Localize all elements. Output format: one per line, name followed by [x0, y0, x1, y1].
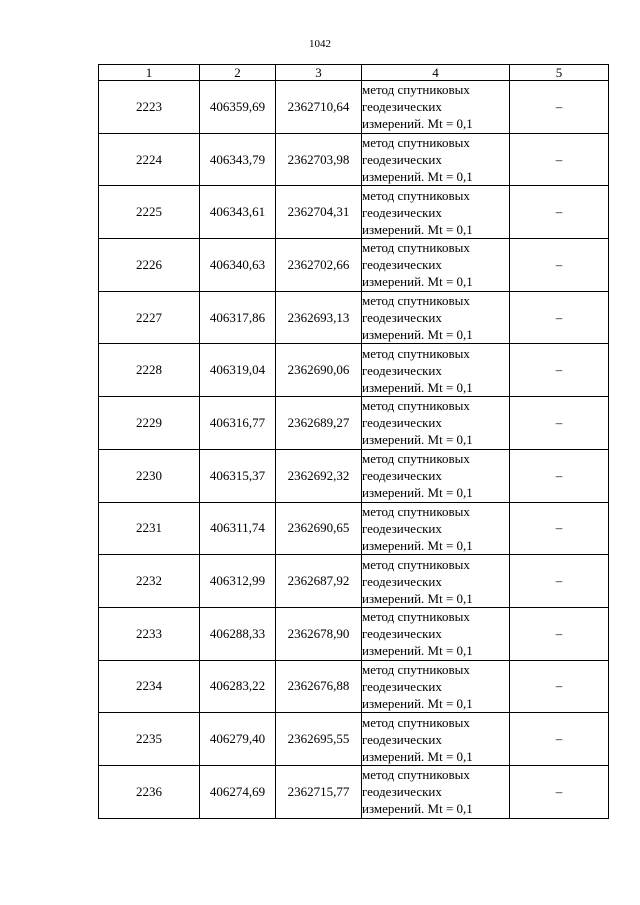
point-number-cell: 2232 — [99, 555, 200, 608]
method-text-line: метод спутниковых — [362, 609, 470, 625]
x-coordinate-cell: 406343,79 — [200, 133, 276, 186]
x-coordinate-cell: 406317,86 — [200, 291, 276, 344]
y-coordinate-cell: 2362676,88 — [276, 660, 362, 713]
method-text-line: геодезических — [362, 678, 442, 694]
x-coordinate-cell: 406340,63 — [200, 239, 276, 292]
y-coordinate-cell: 2362678,90 — [276, 607, 362, 660]
method-text-line: метод спутниковых — [362, 661, 470, 677]
note-cell: – — [510, 607, 609, 660]
y-coordinate-cell: 2362704,31 — [276, 186, 362, 239]
table-row — [99, 133, 609, 186]
y-coordinate-cell: 2362703,98 — [276, 133, 362, 186]
note-cell: – — [510, 397, 609, 450]
y-coordinate-cell: 2362690,65 — [276, 502, 362, 555]
note-cell: – — [510, 186, 609, 239]
note-cell: – — [510, 713, 609, 766]
note-cell: – — [510, 239, 609, 292]
table-row — [99, 765, 609, 818]
y-coordinate-cell: 2362710,64 — [276, 81, 362, 134]
table-row — [99, 344, 609, 397]
method-cell — [362, 660, 510, 713]
x-coordinate-cell: 406319,04 — [200, 344, 276, 397]
column-header: 2 — [200, 65, 276, 81]
method-text-line: метод спутниковых — [362, 293, 470, 309]
note-cell: – — [510, 765, 609, 818]
method-text-line: геодезических — [362, 626, 442, 642]
method-text-line: метод спутниковых — [362, 714, 470, 730]
method-cell — [362, 239, 510, 292]
table-row — [99, 81, 609, 134]
method-text-line: метод спутниковых — [362, 398, 470, 414]
note-cell: – — [510, 502, 609, 555]
y-coordinate-cell: 2362702,66 — [276, 239, 362, 292]
page-number: 1042 — [309, 38, 331, 50]
method-cell — [362, 291, 510, 344]
point-number-cell: 2234 — [99, 660, 200, 713]
point-number-cell: 2231 — [99, 502, 200, 555]
point-number-cell: 2224 — [99, 133, 200, 186]
table-row — [99, 713, 609, 766]
method-text-line: измерений. Mt = 0,1 — [362, 695, 473, 711]
method-text-line: геодезических — [362, 204, 442, 220]
y-coordinate-cell: 2362690,06 — [276, 344, 362, 397]
column-header: 5 — [510, 65, 609, 81]
x-coordinate-cell: 406279,40 — [200, 713, 276, 766]
method-cell — [362, 397, 510, 450]
point-number-cell: 2235 — [99, 713, 200, 766]
x-coordinate-cell: 406311,74 — [200, 502, 276, 555]
method-text-line: геодезических — [362, 573, 442, 589]
method-text-line: измерений. Mt = 0,1 — [362, 221, 473, 237]
method-text-line: измерений. Mt = 0,1 — [362, 485, 473, 501]
method-text-line: метод спутниковых — [362, 187, 470, 203]
method-text-line: геодезических — [362, 468, 442, 484]
column-header: 3 — [276, 65, 362, 81]
note-cell: – — [510, 555, 609, 608]
method-text-line: геодезических — [362, 731, 442, 747]
coordinates-table — [98, 64, 609, 819]
method-text-line: метод спутниковых — [362, 82, 470, 98]
point-number-cell: 2226 — [99, 239, 200, 292]
point-number-cell: 2233 — [99, 607, 200, 660]
method-text-line: геодезических — [362, 362, 442, 378]
point-number-cell: 2227 — [99, 291, 200, 344]
table-row — [99, 397, 609, 450]
note-cell: – — [510, 291, 609, 344]
table-row — [99, 186, 609, 239]
x-coordinate-cell: 406312,99 — [200, 555, 276, 608]
method-cell — [362, 502, 510, 555]
point-number-cell: 2230 — [99, 449, 200, 502]
y-coordinate-cell: 2362715,77 — [276, 765, 362, 818]
method-cell — [362, 765, 510, 818]
column-header: 4 — [362, 65, 510, 81]
method-cell — [362, 555, 510, 608]
table-row — [99, 449, 609, 502]
method-text-line: метод спутниковых — [362, 451, 470, 467]
method-text-line: измерений. Mt = 0,1 — [362, 643, 473, 659]
y-coordinate-cell: 2362695,55 — [276, 713, 362, 766]
method-text-line: метод спутниковых — [362, 503, 470, 519]
method-text-line: геодезических — [362, 257, 442, 273]
method-text-line: геодезических — [362, 152, 442, 168]
method-text-line: геодезических — [362, 784, 442, 800]
point-number-cell: 2225 — [99, 186, 200, 239]
method-text-line: измерений. Mt = 0,1 — [362, 590, 473, 606]
method-text-line: измерений. Mt = 0,1 — [362, 537, 473, 553]
method-text-line: измерений. Mt = 0,1 — [362, 801, 473, 817]
method-cell — [362, 607, 510, 660]
method-text-line: геодезических — [362, 415, 442, 431]
method-text-line: метод спутниковых — [362, 240, 470, 256]
method-cell — [362, 449, 510, 502]
y-coordinate-cell: 2362689,27 — [276, 397, 362, 450]
point-number-cell: 2228 — [99, 344, 200, 397]
note-cell: – — [510, 81, 609, 134]
method-text-line: метод спутниковых — [362, 556, 470, 572]
note-cell: – — [510, 133, 609, 186]
method-text-line: геодезических — [362, 99, 442, 115]
note-cell: – — [510, 344, 609, 397]
x-coordinate-cell: 406283,22 — [200, 660, 276, 713]
column-header: 1 — [99, 65, 200, 81]
note-cell: – — [510, 449, 609, 502]
table-row — [99, 291, 609, 344]
method-text-line: измерений. Mt = 0,1 — [362, 432, 473, 448]
method-cell — [362, 186, 510, 239]
method-text-line: измерений. Mt = 0,1 — [362, 748, 473, 764]
table-row — [99, 555, 609, 608]
method-text-line: измерений. Mt = 0,1 — [362, 169, 473, 185]
y-coordinate-cell: 2362687,92 — [276, 555, 362, 608]
x-coordinate-cell: 406315,37 — [200, 449, 276, 502]
x-coordinate-cell: 406316,77 — [200, 397, 276, 450]
table-row — [99, 502, 609, 555]
method-cell — [362, 344, 510, 397]
method-text-line: метод спутниковых — [362, 345, 470, 361]
method-cell — [362, 133, 510, 186]
method-text-line: метод спутниковых — [362, 767, 470, 783]
table-body — [99, 81, 609, 819]
table-row — [99, 660, 609, 713]
point-number-cell: 2223 — [99, 81, 200, 134]
method-text-line: измерений. Mt = 0,1 — [362, 379, 473, 395]
y-coordinate-cell: 2362693,13 — [276, 291, 362, 344]
x-coordinate-cell: 406359,69 — [200, 81, 276, 134]
method-text-line: измерений. Mt = 0,1 — [362, 274, 473, 290]
method-text-line: геодезических — [362, 310, 442, 326]
method-text-line: метод спутниковых — [362, 135, 470, 151]
x-coordinate-cell: 406288,33 — [200, 607, 276, 660]
method-text-line: измерений. Mt = 0,1 — [362, 116, 473, 132]
method-cell — [362, 81, 510, 134]
method-text-line: измерений. Mt = 0,1 — [362, 327, 473, 343]
method-cell — [362, 713, 510, 766]
point-number-cell: 2236 — [99, 765, 200, 818]
table-row — [99, 607, 609, 660]
y-coordinate-cell: 2362692,32 — [276, 449, 362, 502]
point-number-cell: 2229 — [99, 397, 200, 450]
table-row — [99, 239, 609, 292]
x-coordinate-cell: 406343,61 — [200, 186, 276, 239]
method-text-line: геодезических — [362, 520, 442, 536]
x-coordinate-cell: 406274,69 — [200, 765, 276, 818]
note-cell: – — [510, 660, 609, 713]
table-header-row — [99, 65, 609, 81]
